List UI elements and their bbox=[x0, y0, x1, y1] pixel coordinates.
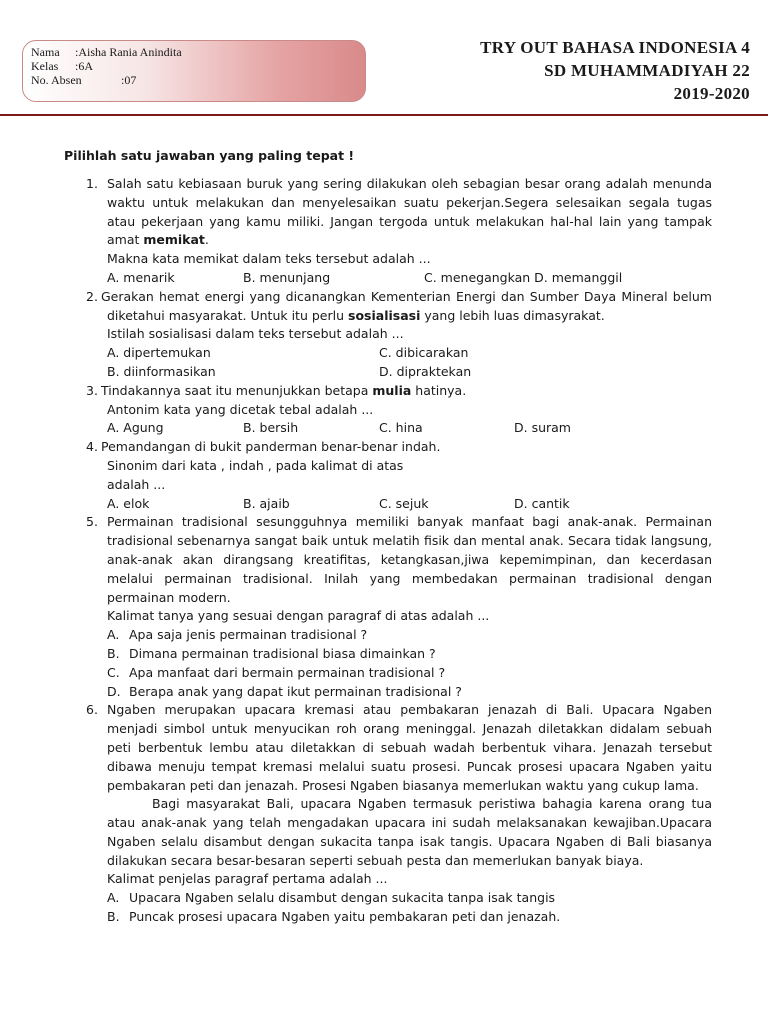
option-c[interactable]: C. sejuk bbox=[379, 495, 429, 511]
question-6-paragraph-2: Bagi masyarakat Bali, upacara Ngaben termasuk peristiwa bahagia karena orang tua atau anak-anak yang telah mengadakan upacara ini sudah melaksanakan kewajiban.Upacara Ngaben selalu disambut dengan sukacita tanpa isak tangis. Upacara Ngaben di Bali biasanya dilakukan secara besar-besaran seperti sebuah pesta dan memerlukan banyak biaya. bbox=[107, 796, 712, 868]
name-value: :Aisha Rania Anindita bbox=[75, 45, 182, 59]
question-2-options-row1 bbox=[86, 344, 712, 363]
question-4-options bbox=[86, 495, 712, 514]
absen-label: No. Absen bbox=[31, 73, 82, 87]
question-4-prompt-line1: Sinonim dari kata , indah , pada kalimat di atas bbox=[107, 457, 404, 473]
question-1-options bbox=[86, 269, 712, 288]
option-a[interactable]: A. Upacara Ngaben selalu disambut dengan sukacita tanpa isak tangis bbox=[107, 890, 556, 906]
question-3: 3. Tindakannya saat itu menunjukkan betapa mulia hatinya. bbox=[86, 382, 467, 398]
option-c-d[interactable]: C. menegangkan D. memanggil bbox=[424, 269, 623, 285]
option-a[interactable]: A. Apa saja jenis permainan tradisional ? bbox=[107, 627, 368, 643]
option-b[interactable]: B. diinformasikan bbox=[107, 363, 216, 379]
option-a[interactable]: A. menarik bbox=[107, 269, 175, 285]
option-c[interactable]: C. hina bbox=[379, 420, 423, 436]
student-name-row bbox=[31, 45, 182, 59]
option-d[interactable]: D. cantik bbox=[514, 495, 570, 511]
question-5: 5. Permainan tradisional sesungguhnya memiliki banyak manfaat bagi anak-anak. Permainan tradisional sebenarnya sangat baik untuk melatih fisik dan mental anak. Secara tidak langsung, anak-anak akan dirangsang kreatifitas, ketangkasan,jiwa kepemimpinan, dan kecerdasan melalui permainan tradisional. Inilah yang membedakan permainan tradisional dengan permainan modern. bbox=[86, 514, 712, 605]
name-label: Nama bbox=[31, 45, 60, 59]
question-2: 2. Gerakan hemat energi yang dicanangkan Kementerian Energi dan Sumber Daya Mineral belum diketahui masyarakat. Untuk itu perlu sosialisasi yang lebih luas dimasyrakat. bbox=[86, 288, 712, 323]
school-year: 2019-2020 bbox=[673, 84, 750, 103]
option-a[interactable]: A. Agung bbox=[107, 420, 164, 436]
question-1-prompt: Makna kata memikat dalam teks tersebut adalah ... bbox=[107, 251, 431, 267]
question-6: 6. Ngaben merupakan upacara kremasi atau pembakaran jenazah di Bali. Upacara Ngaben menjadi simbol untuk menyucikan roh orang meninggal. Jenazah diletakkan didalam sebuah peti berbentuk lembu atau diletakkan di sebuah wadah berbentuk vihara. Jenazah tersebut dibawa menuju tempat kremasi melalui suatu prosesi. Puncak prosesi upacara Ngaben yaitu pembakaran peti dan jenazah. Prosesi Ngaben biasanya memerlukan waktu yang cukup lama. bbox=[86, 702, 712, 793]
header-divider bbox=[0, 114, 768, 116]
question-4: 4. Pemandangan di bukit panderman benar-benar indah. bbox=[86, 439, 441, 455]
class-value: :6A bbox=[75, 59, 93, 73]
option-c[interactable]: C. Apa manfaat dari bermain permainan tradisional ? bbox=[107, 664, 446, 680]
question-4-prompt-line2: adalah ... bbox=[107, 476, 166, 492]
option-b[interactable]: B. ajaib bbox=[243, 495, 290, 511]
student-class-row bbox=[31, 59, 93, 73]
option-b[interactable]: B. Puncak prosesi upacara Ngaben yaitu pembakaran peti dan jenazah. bbox=[107, 909, 561, 925]
option-b[interactable]: B. bersih bbox=[243, 420, 299, 436]
question-3-options bbox=[86, 419, 712, 438]
option-a[interactable]: A. dipertemukan bbox=[107, 345, 211, 361]
option-d[interactable]: D. dipraktekan bbox=[379, 363, 472, 379]
question-2-prompt: Istilah sosialisasi dalam teks tersebut adalah ... bbox=[107, 326, 404, 342]
option-a[interactable]: A. elok bbox=[107, 495, 150, 511]
option-b[interactable]: B. Dimana permainan tradisional biasa dimainkan ? bbox=[107, 645, 436, 661]
question-2-options-row2 bbox=[86, 363, 712, 382]
absen-value: :07 bbox=[121, 73, 137, 87]
school-name: SD MUHAMMADIYAH 22 bbox=[544, 61, 750, 80]
student-absen-row bbox=[31, 73, 136, 87]
question-6-prompt: Kalimat penjelas paragraf pertama adalah ... bbox=[107, 871, 388, 887]
option-d[interactable]: D. suram bbox=[514, 420, 571, 436]
class-label: Kelas bbox=[31, 59, 59, 73]
instruction: Pilihlah satu jawaban yang paling tepat ! bbox=[64, 148, 355, 163]
exam-title: TRY OUT BAHASA INDONESIA 4 bbox=[480, 38, 750, 57]
question-3-prompt: Antonim kata yang dicetak tebal adalah ... bbox=[107, 401, 374, 417]
question-5-prompt: Kalimat tanya yang sesuai dengan paragraf di atas adalah ... bbox=[107, 608, 490, 624]
option-b[interactable]: B. menunjang bbox=[243, 269, 331, 285]
question-list bbox=[86, 175, 712, 927]
student-info-box bbox=[22, 40, 366, 102]
option-c[interactable]: C. dibicarakan bbox=[379, 345, 469, 361]
question-1: 1. Salah satu kebiasaan buruk yang sering dilakukan oleh sebagian besar orang adalah menunda waktu untuk melakukan dan menyelesaikan suatu pekerjan.Segera selesaikan segala tugas atau pekerjaan yang kamu miliki. Jangan tergoda untuk melakukan hal-hal lain yang tampak amat memikat. bbox=[86, 176, 712, 248]
option-d[interactable]: D. Berapa anak yang dapat ikut permainan tradisional ? bbox=[107, 683, 462, 699]
